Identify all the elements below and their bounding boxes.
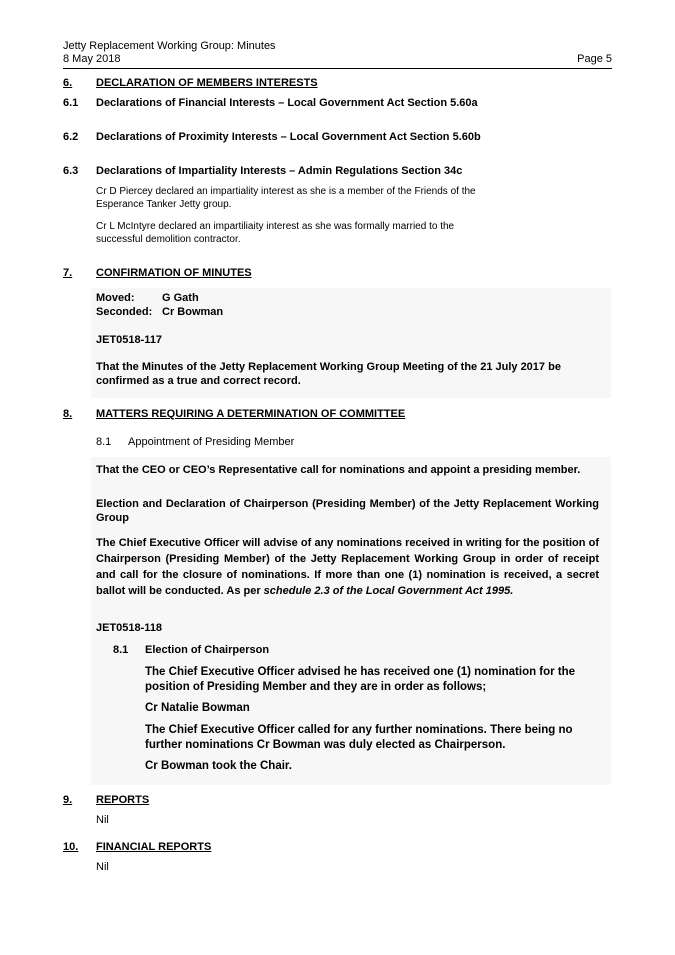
election-result: The Chief Executive Officer called for any further nominations. There being no further nominations Cr Bowman was duly elected as Chairperson. xyxy=(145,724,573,751)
header-divider xyxy=(63,68,612,69)
section-title: REPORTS xyxy=(96,794,150,806)
section-number: 6. xyxy=(63,77,73,89)
item-8-1-heading: 8.1 Appointment of Presiding Member xyxy=(96,436,295,448)
election-heading: 8.1 Election of Chairperson xyxy=(113,644,270,656)
resolution-reference: JET0518-118 xyxy=(96,622,163,634)
election-nomination-advice: The Chief Executive Officer advised he has received one (1) nomination for the position of Presiding Member and they are in order as follows; xyxy=(145,666,576,693)
nominee-name: Cr Natalie Bowman xyxy=(145,702,250,714)
subsection-number: 6.3 xyxy=(63,165,79,177)
recommendation-election-heading: Election and Declaration of Chairperson (Presiding Member) of the Jetty Replacement Working Group xyxy=(96,498,599,524)
section-number: 8. xyxy=(63,408,73,420)
section-10-heading xyxy=(63,841,211,853)
section-6-heading xyxy=(63,77,318,89)
subsection-title: Declarations of Proximity Interests – Local Government Act Section 5.60b xyxy=(96,131,481,143)
section-number: 9. xyxy=(63,794,73,806)
section-7-heading xyxy=(63,267,252,279)
reports-body: Nil xyxy=(96,814,109,826)
page-number: Page 5 xyxy=(577,53,612,65)
document-date: 8 May 2018 xyxy=(63,53,121,65)
section-9-heading xyxy=(63,794,149,806)
section-title: FINANCIAL REPORTS xyxy=(96,841,212,853)
chair-taken: Cr Bowman took the Chair. xyxy=(145,760,292,772)
section-title: CONFIRMATION OF MINUTES xyxy=(96,267,252,279)
motion-movers: Moved: G Gath Seconded: Cr Bowman xyxy=(96,292,224,318)
section-number: 10. xyxy=(63,841,79,853)
section-number: 7. xyxy=(63,267,73,279)
page-header xyxy=(63,40,612,66)
document-title: Jetty Replacement Working Group: Minutes xyxy=(63,40,276,52)
section-8-heading xyxy=(63,408,405,420)
subsection-title: Declarations of Financial Interests – Local Government Act Section 5.60a xyxy=(96,97,478,109)
resolution-text: That the Minutes of the Jetty Replacement Working Group Meeting of the 21 July 2017 be confirmed as a true and correct record. xyxy=(96,361,561,387)
subsection-number: 6.1 xyxy=(63,97,79,109)
section-title: MATTERS REQUIRING A DETERMINATION OF COMMITTEE xyxy=(96,408,406,420)
recommendation-nominations: That the CEO or CEO’s Representative call for nominations and appoint a presiding member. xyxy=(96,464,581,476)
impartiality-declaration-piercey: Cr D Piercey declared an impartiality interest as she is a member of the Friends of the Esperance Tanker Jetty group. xyxy=(96,186,476,210)
impartiality-declaration-mcintyre: Cr L McIntyre declared an impartiliaity interest as she was formally married to the successful demolition contractor. xyxy=(96,221,455,245)
section-6-2-heading xyxy=(63,131,481,143)
subsection-number: 6.2 xyxy=(63,131,79,143)
section-title: DECLARATION OF MEMBERS INTERESTS xyxy=(96,77,318,89)
section-6-1-heading xyxy=(63,97,478,109)
recommendation-ceo-advice: The Chief Executive Officer will advise of any nominations received in writing for the position of Chairperson (Presiding Member) of the Jetty Replacement Working Group in order of receipt and call for the closure of nominations. If more than one (1) nomination is received, a secret ballot will be conducted. As per schedule 2.3 of the Local Government Act 1995. xyxy=(96,537,599,597)
financial-reports-body: Nil xyxy=(96,861,109,873)
subsection-title: Declarations of Impartiality Interests – Admin Regulations Section 34c xyxy=(96,165,463,177)
section-6-3-heading xyxy=(63,165,462,177)
resolution-reference: JET0518-117 xyxy=(96,334,163,346)
